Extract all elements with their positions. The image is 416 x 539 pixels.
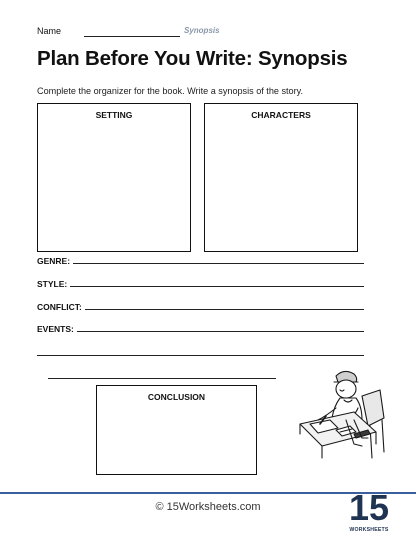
name-input-line[interactable] xyxy=(84,36,180,37)
conclusion-label: CONCLUSION xyxy=(147,392,206,402)
events-label: EVENTS: xyxy=(37,324,74,334)
genre-field[interactable] xyxy=(37,252,364,266)
worksheet-topic-tag: Synopsis xyxy=(184,26,220,35)
conflict-field[interactable] xyxy=(37,298,364,312)
page-title: Plan Before You Write: Synopsis xyxy=(37,47,348,70)
setting-label: SETTING xyxy=(95,110,133,120)
events-field[interactable] xyxy=(37,320,364,334)
conflict-label: CONFLICT: xyxy=(37,302,82,312)
setting-box[interactable] xyxy=(37,103,191,252)
logo-text: WORKSHEETS xyxy=(349,527,389,533)
conclusion-box[interactable] xyxy=(96,385,257,475)
style-field[interactable] xyxy=(37,275,364,289)
events-line[interactable] xyxy=(77,331,364,332)
style-line[interactable] xyxy=(70,286,364,287)
name-label: Name xyxy=(37,26,62,36)
style-label: STYLE: xyxy=(37,279,68,289)
events-continuation-line-2[interactable] xyxy=(48,378,276,379)
instructions-text: Complete the organizer for the book. Write a synopsis of the story. xyxy=(37,86,304,96)
conflict-line[interactable] xyxy=(85,309,364,310)
characters-box[interactable] xyxy=(204,103,358,252)
15worksheets-logo xyxy=(348,484,390,536)
footer-copyright: © 15Worksheets.com xyxy=(155,501,261,513)
events-continuation-line[interactable] xyxy=(37,355,364,356)
logo-number: 15 xyxy=(348,487,390,528)
genre-label: GENRE: xyxy=(37,256,71,266)
characters-label: CHARACTERS xyxy=(251,110,311,120)
student-writing-illustration xyxy=(296,368,388,462)
genre-line[interactable] xyxy=(73,263,364,264)
